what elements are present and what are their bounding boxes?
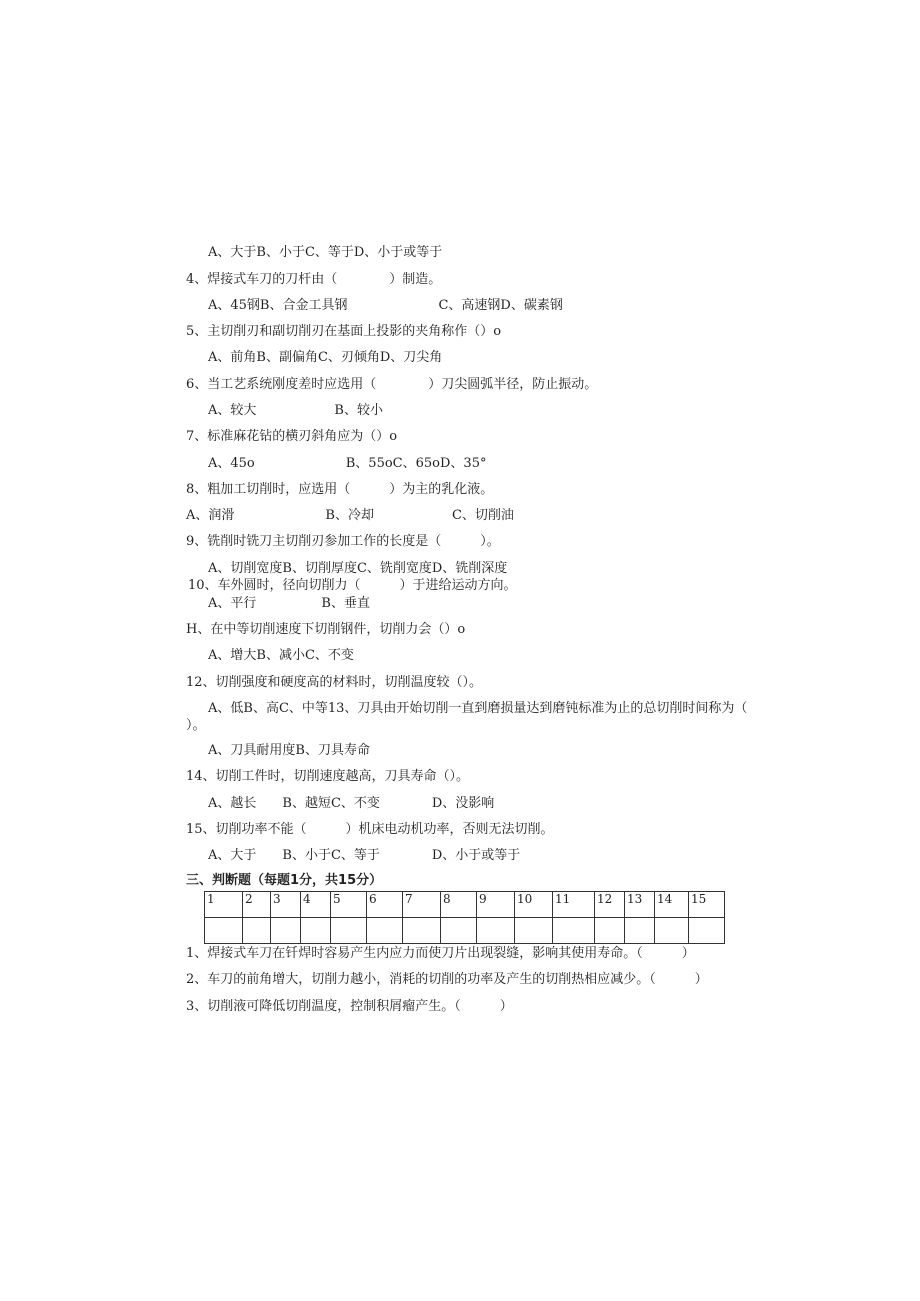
- answer-table-header: 3: [271, 892, 301, 918]
- q14-options: A、越长 B、越短C、不变 D、没影响: [208, 796, 495, 811]
- tf-question-3: 3、切削液可降低切削温度，控制积屑瘤产生。（ ）: [186, 999, 513, 1014]
- q15-question: 15、切削功率不能（ ）机床电动机功率，否则无法切削。: [186, 822, 554, 837]
- answer-cell[interactable]: [515, 918, 553, 944]
- answer-table-header: 13: [625, 892, 655, 918]
- q12-options-q13-question: A、低B、高C、中等13、刀具由开始切削一直到磨损量达到磨钝标准为止的总切削时间称为（: [208, 701, 748, 716]
- answer-table-header: 2: [243, 892, 271, 918]
- answer-cell[interactable]: [331, 918, 367, 944]
- answer-cell[interactable]: [403, 918, 441, 944]
- q7-options: A、45o B、55oC、65oD、35°: [208, 456, 487, 471]
- q11-question: H、在中等切削速度下切削钢件，切削力会（）o: [186, 622, 466, 637]
- answer-cell[interactable]: [477, 918, 515, 944]
- q6-options: A、较大 B、较小: [208, 403, 383, 418]
- q13-question-end: ）。: [186, 718, 206, 733]
- answer-table-header: 5: [331, 892, 367, 918]
- answer-table-header: 1: [205, 892, 243, 918]
- q4-options: A、45钢B、合金工具钢 C、高速钢D、碳素钢: [208, 298, 563, 313]
- answer-table-answer-row: [205, 918, 725, 944]
- answer-table-header: 12: [595, 892, 625, 918]
- q9-question: 9、铣削时铣刀主切削刃参加工作的长度是（ ）。: [186, 534, 500, 549]
- tf-question-1: 1、焊接式车刀在钎焊时容易产生内应力而使刀片出现裂缝，影响其使用寿命。（ ）: [186, 946, 695, 961]
- answer-cell[interactable]: [689, 918, 725, 944]
- q13-options: A、刀具耐用度B、刀具寿命: [208, 743, 370, 758]
- answer-table-header: 15: [689, 892, 725, 918]
- answer-table-header: 9: [477, 892, 515, 918]
- q15-options: A、大于 B、小于C、等于 D、小于或等于: [208, 848, 521, 863]
- q11-options: A、增大B、减小C、不变: [208, 648, 354, 663]
- answer-table-header: 4: [301, 892, 331, 918]
- q14-question: 14、切削工件时，切削速度越高，刀具寿命（）。: [186, 769, 470, 784]
- answer-table-header-row: [205, 892, 725, 918]
- answer-cell[interactable]: [271, 918, 301, 944]
- q10-question: 10、车外圆时，径向切削力（ ）于进给运动方向。: [188, 578, 517, 593]
- answer-cell[interactable]: [595, 918, 625, 944]
- answer-table-header: 7: [403, 892, 441, 918]
- answer-table-header: 6: [367, 892, 403, 918]
- answer-table: [204, 891, 725, 944]
- answer-cell[interactable]: [243, 918, 271, 944]
- q5-question: 5、主切削刃和副切削刃在基面上投影的夹角称作（）o: [186, 324, 502, 339]
- answer-cell[interactable]: [301, 918, 331, 944]
- answer-cell[interactable]: [205, 918, 243, 944]
- q6-question: 6、当工艺系统刚度差时应选用（ ）刀尖圆弧半径，防止振动。: [186, 377, 598, 392]
- answer-cell[interactable]: [655, 918, 689, 944]
- q8-options: A、润滑 B、冷却 C、切削油: [186, 508, 514, 523]
- q8-question: 8、粗加工切削时，应选用（ ）为主的乳化液。: [186, 482, 494, 497]
- q10-options: A、平行 B、垂直: [208, 596, 370, 611]
- answer-cell[interactable]: [367, 918, 403, 944]
- answer-table-header: 11: [553, 892, 595, 918]
- q9-options: A、切削宽度B、切削厚度C、铣削宽度D、铣削深度: [208, 561, 508, 576]
- q7-question: 7、标准麻花钻的横刃斜角应为（）o: [186, 429, 398, 444]
- q4-question: 4、焊接式车刀的刀杆由（ ）制造。: [186, 272, 442, 287]
- answer-cell[interactable]: [553, 918, 595, 944]
- section-heading: 三、判断题（每题1分，共15分）: [186, 873, 383, 888]
- answer-cell[interactable]: [625, 918, 655, 944]
- answer-cell[interactable]: [441, 918, 477, 944]
- answer-table-header: 10: [515, 892, 553, 918]
- q5-options: A、前角B、副偏角C、刃倾角D、刀尖角: [208, 350, 443, 365]
- q3-options: A、大于B、小于C、等于D、小于或等于: [208, 245, 443, 260]
- answer-table-header: 14: [655, 892, 689, 918]
- answer-table-header: 8: [441, 892, 477, 918]
- tf-question-2: 2、车刀的前角增大，切削力越小，消耗的切削的功率及产生的切削热相应减少。（ ）: [186, 972, 708, 987]
- q12-question: 12、切削强度和硬度高的材料时，切削温度较（）。: [186, 675, 483, 690]
